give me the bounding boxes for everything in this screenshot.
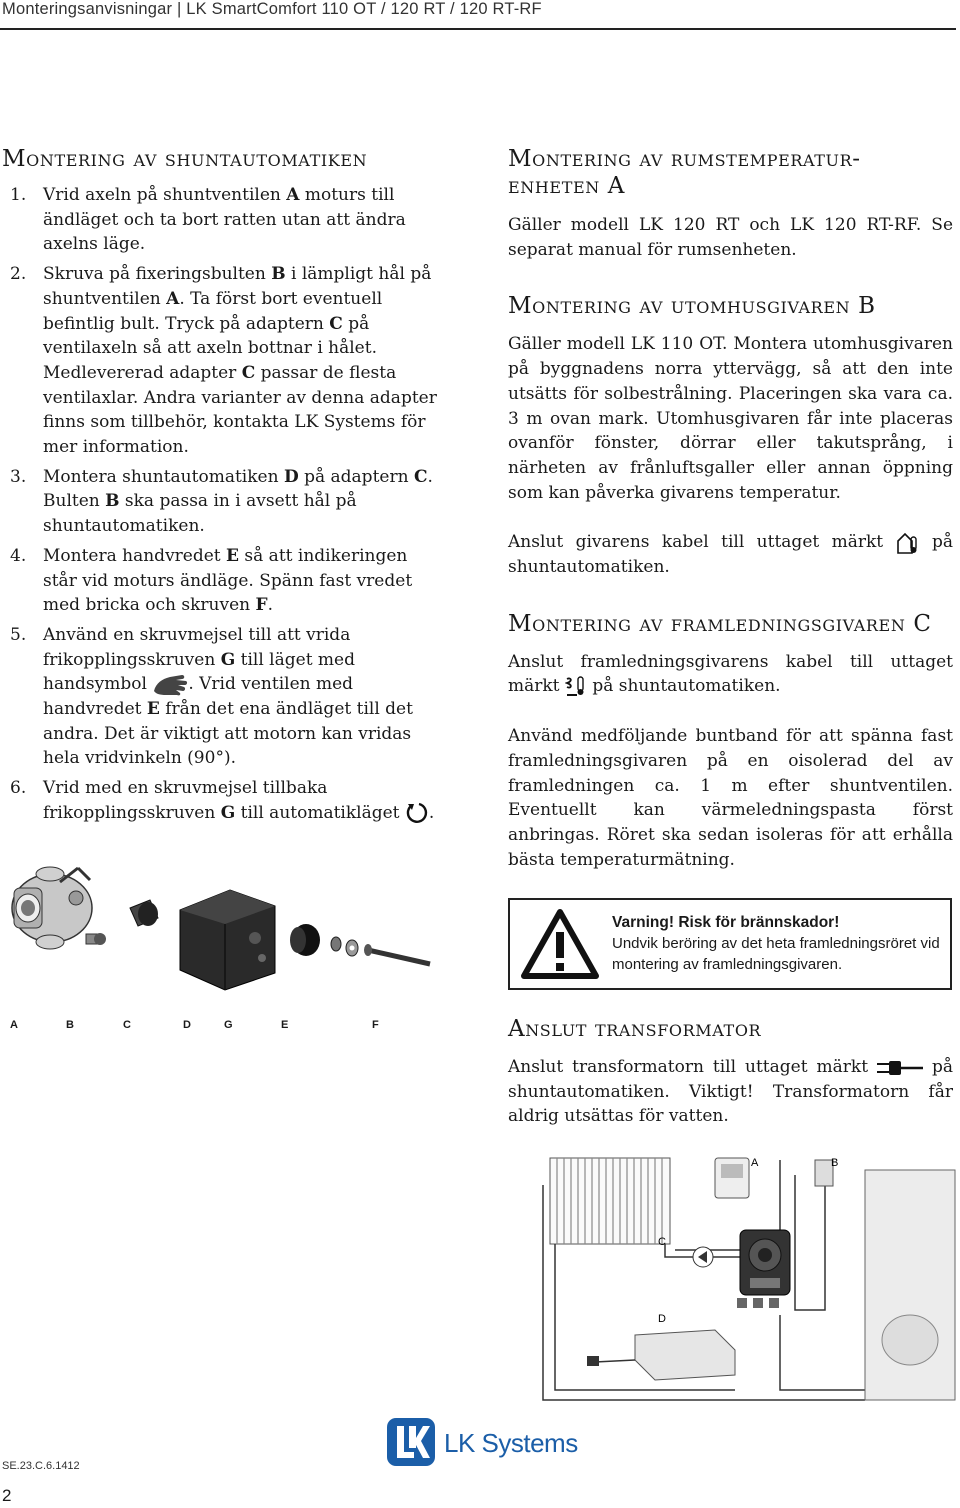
transformer-text-b: på shuntautomatiken. Viktigt! Transformatorn får aldrig utsättas för vatten. — [508, 1057, 953, 1127]
part-label-d: D — [183, 1019, 191, 1031]
radiator-drawing — [550, 1158, 670, 1244]
part-reference: B — [105, 491, 120, 512]
actuator-d-drawing — [180, 890, 275, 990]
step-text: Skruva på fixeringsbulten — [43, 264, 272, 285]
diagram-label-b: B — [831, 1157, 839, 1169]
part-reference: C — [329, 313, 343, 334]
exploded-parts-drawing — [0, 858, 445, 1018]
step-text: . Ta först bort eventuell befintlig bult. Tryck på adaptern — [43, 288, 383, 334]
step-text: från det ena ändläget till det andra. Det är viktigt att motorn kan vridas hela vridvinkeln (90°). — [43, 699, 413, 769]
step-text: Vrid med en skruvmejsel tillbaka frikopplingsskruven — [43, 778, 328, 823]
heading-transformer: Anslut transformator — [508, 1016, 762, 1042]
part-reference: G — [220, 802, 236, 823]
washer-g-drawing — [331, 937, 358, 956]
document-code: SE.23.C.6.1412 — [2, 1460, 80, 1472]
part-reference: E — [226, 545, 240, 566]
transformer-text — [508, 1055, 953, 1129]
flow-sensor-connect — [508, 650, 953, 699]
automatic-mode-icon — [405, 801, 429, 825]
adapter-c-drawing — [130, 900, 158, 926]
flow-connect-text-a: Anslut framledningsgivarens kabel till uttaget märkt — [508, 651, 953, 697]
room-unit-text: Gäller modell LK 120 RT och LK 120 RT-RF. Se separat manual för rumsenheten. — [508, 215, 953, 260]
step-text: på adaptern — [298, 466, 414, 487]
heading-shunt: Montering av shuntautomatiken — [2, 146, 368, 172]
part-labels — [0, 1019, 440, 1035]
screw-f-drawing — [364, 944, 430, 964]
bolt-b-drawing — [86, 933, 106, 945]
part-reference: C — [241, 362, 256, 383]
part-label-f: F — [372, 1019, 379, 1031]
transformer-section — [508, 1016, 953, 1129]
diagram-label-c: C — [658, 1236, 666, 1248]
step-item — [2, 623, 442, 771]
step-text: . — [267, 595, 273, 616]
part-reference: A — [166, 288, 180, 309]
heading-room-unit: Montering av rumstemperatur-enheten A — [508, 146, 861, 199]
page-header — [0, 0, 960, 34]
flow-sensor-socket-icon — [565, 675, 587, 699]
system-diagram — [535, 1150, 960, 1410]
shunt-actuator-drawing — [740, 1230, 790, 1295]
part-reference: C — [413, 466, 428, 487]
diagram-label-d: D — [658, 1313, 666, 1325]
warning-triangle-icon — [520, 908, 600, 980]
warning-title: Varning! Risk för brännskador! — [612, 914, 840, 931]
lk-systems-logo-icon — [387, 1418, 435, 1466]
step-number: 5. — [10, 624, 27, 645]
logo-text: LK Systems — [444, 1428, 578, 1458]
step-text: Montera handvredet — [43, 545, 227, 566]
step-text: moturs till ändläget och ta bort ratten utan att ändra axelns läge. — [43, 185, 406, 255]
step-text: . Bulten — [43, 466, 433, 512]
step-item — [2, 544, 442, 618]
room-unit-a-drawing — [715, 1158, 749, 1198]
document-title: Monteringsanvisningar | LK SmartComfort 110 OT / 120 RT / 120 RT-RF — [2, 0, 542, 18]
step-text: passar de flesta ventilaxlar. Andra varianter av denna adapter finns som tillbehör, kontakta LK Systems för mer information. — [43, 362, 437, 458]
outdoor-connect-text-a: Anslut givarens kabel till uttaget märkt — [508, 532, 884, 553]
right-column — [508, 146, 953, 872]
step-text: till automatikläget — [235, 802, 405, 823]
step-number: 6. — [10, 778, 27, 799]
boiler-drawing — [865, 1170, 955, 1400]
step-text: . — [428, 802, 435, 823]
part-reference: F — [255, 595, 268, 616]
step-item — [2, 776, 442, 825]
outdoor-sensor-text: Gäller modell LK 110 OT. Montera utomhusgivaren på byggnadens norra yttervägg, så att den inte utsätts för solbestrålning. Placeringen ska vara ca. 3 m ovan mark. Utomhusgivaren får inte placeras ovanför fönster, dörrar eller takutsprång, i närheten av frånluftsgaller eller annan öppning som kan påverka givarens temperatur. — [508, 334, 953, 503]
pump-drawing — [693, 1247, 713, 1267]
part-reference: A — [286, 185, 300, 205]
step-text: till läget med handsymbol — [43, 649, 355, 695]
step-text: Använd en skruvmejsel till att vrida frikopplingsskruven — [43, 624, 351, 670]
part-reference: D — [283, 466, 299, 487]
transformer-text-a: Anslut transformatorn till uttaget märkt — [508, 1057, 869, 1077]
part-label-a: A — [10, 1019, 18, 1031]
step-item — [2, 465, 442, 539]
actuator-connector-icons — [737, 1298, 779, 1308]
part-label-b: B — [66, 1019, 74, 1031]
knob-e-drawing — [290, 924, 320, 956]
step-text: Montera shuntautomatiken — [43, 466, 284, 487]
part-label-g: G — [224, 1019, 233, 1031]
heading-outdoor-sensor: Montering av utomhusgivaren B — [508, 293, 876, 320]
outdoor-sensor-connect — [508, 530, 953, 579]
heading-flow-sensor: Montering av framledningsgivaren C — [508, 610, 932, 637]
installation-steps — [2, 183, 442, 826]
step-text: . Vrid ventilen med handvredet — [43, 674, 354, 720]
burn-warning-box — [508, 898, 952, 990]
outdoor-sensor-socket-icon — [896, 531, 920, 555]
step-number: 2. — [10, 264, 27, 285]
warning-text: Undvik beröring av det heta framledningsröret vid montering av framledningsgivaren. — [612, 935, 940, 973]
step-number: 1. — [10, 185, 27, 205]
step-item — [2, 262, 442, 460]
transformer-plug-icon — [877, 1060, 923, 1076]
part-reference: G — [220, 649, 236, 670]
step-text: Vrid axeln på shuntventilen — [43, 185, 287, 205]
left-column — [2, 146, 442, 831]
flow-connect-text-b: på shuntautomatiken. — [592, 676, 781, 697]
hand-symbol-icon — [152, 673, 188, 697]
valve-a-drawing — [12, 867, 92, 949]
flow-sensor-text: Använd medföljande buntband för att spänna fast framledningsgivaren på en oisolerad del av framledningen ca. 1 m efter shuntventilen. Eventuellt kan värmeledningspasta först anbringas. Röret ska sedan isoleras för att erhålla bästa temperaturmätning. — [508, 726, 953, 870]
step-text: på ventilaxeln så att axeln bottnar i hålet. Medlevererad adapter — [43, 313, 377, 383]
step-item — [2, 183, 442, 257]
diagram-label-a: A — [751, 1157, 759, 1169]
outdoor-connect-text-b: på shuntautomatiken. — [508, 532, 954, 578]
step-text: ska passa in i avsett hål på shuntautomatiken. — [43, 491, 357, 537]
step-number: 3. — [10, 466, 27, 487]
part-reference: B — [271, 264, 286, 285]
page-number: 2 — [2, 1486, 12, 1505]
part-label-c: C — [123, 1019, 131, 1031]
step-number: 4. — [10, 545, 27, 566]
part-reference: E — [146, 699, 160, 720]
step-text: i lämpligt hål på shuntventilen — [43, 264, 432, 309]
part-label-e: E — [281, 1019, 289, 1031]
step-text: så att indikeringen står vid moturs ändläge. Spänn fast vredet med bricka och skruven — [43, 545, 413, 616]
header-rule — [0, 28, 956, 30]
transformer-d-drawing — [587, 1330, 735, 1380]
